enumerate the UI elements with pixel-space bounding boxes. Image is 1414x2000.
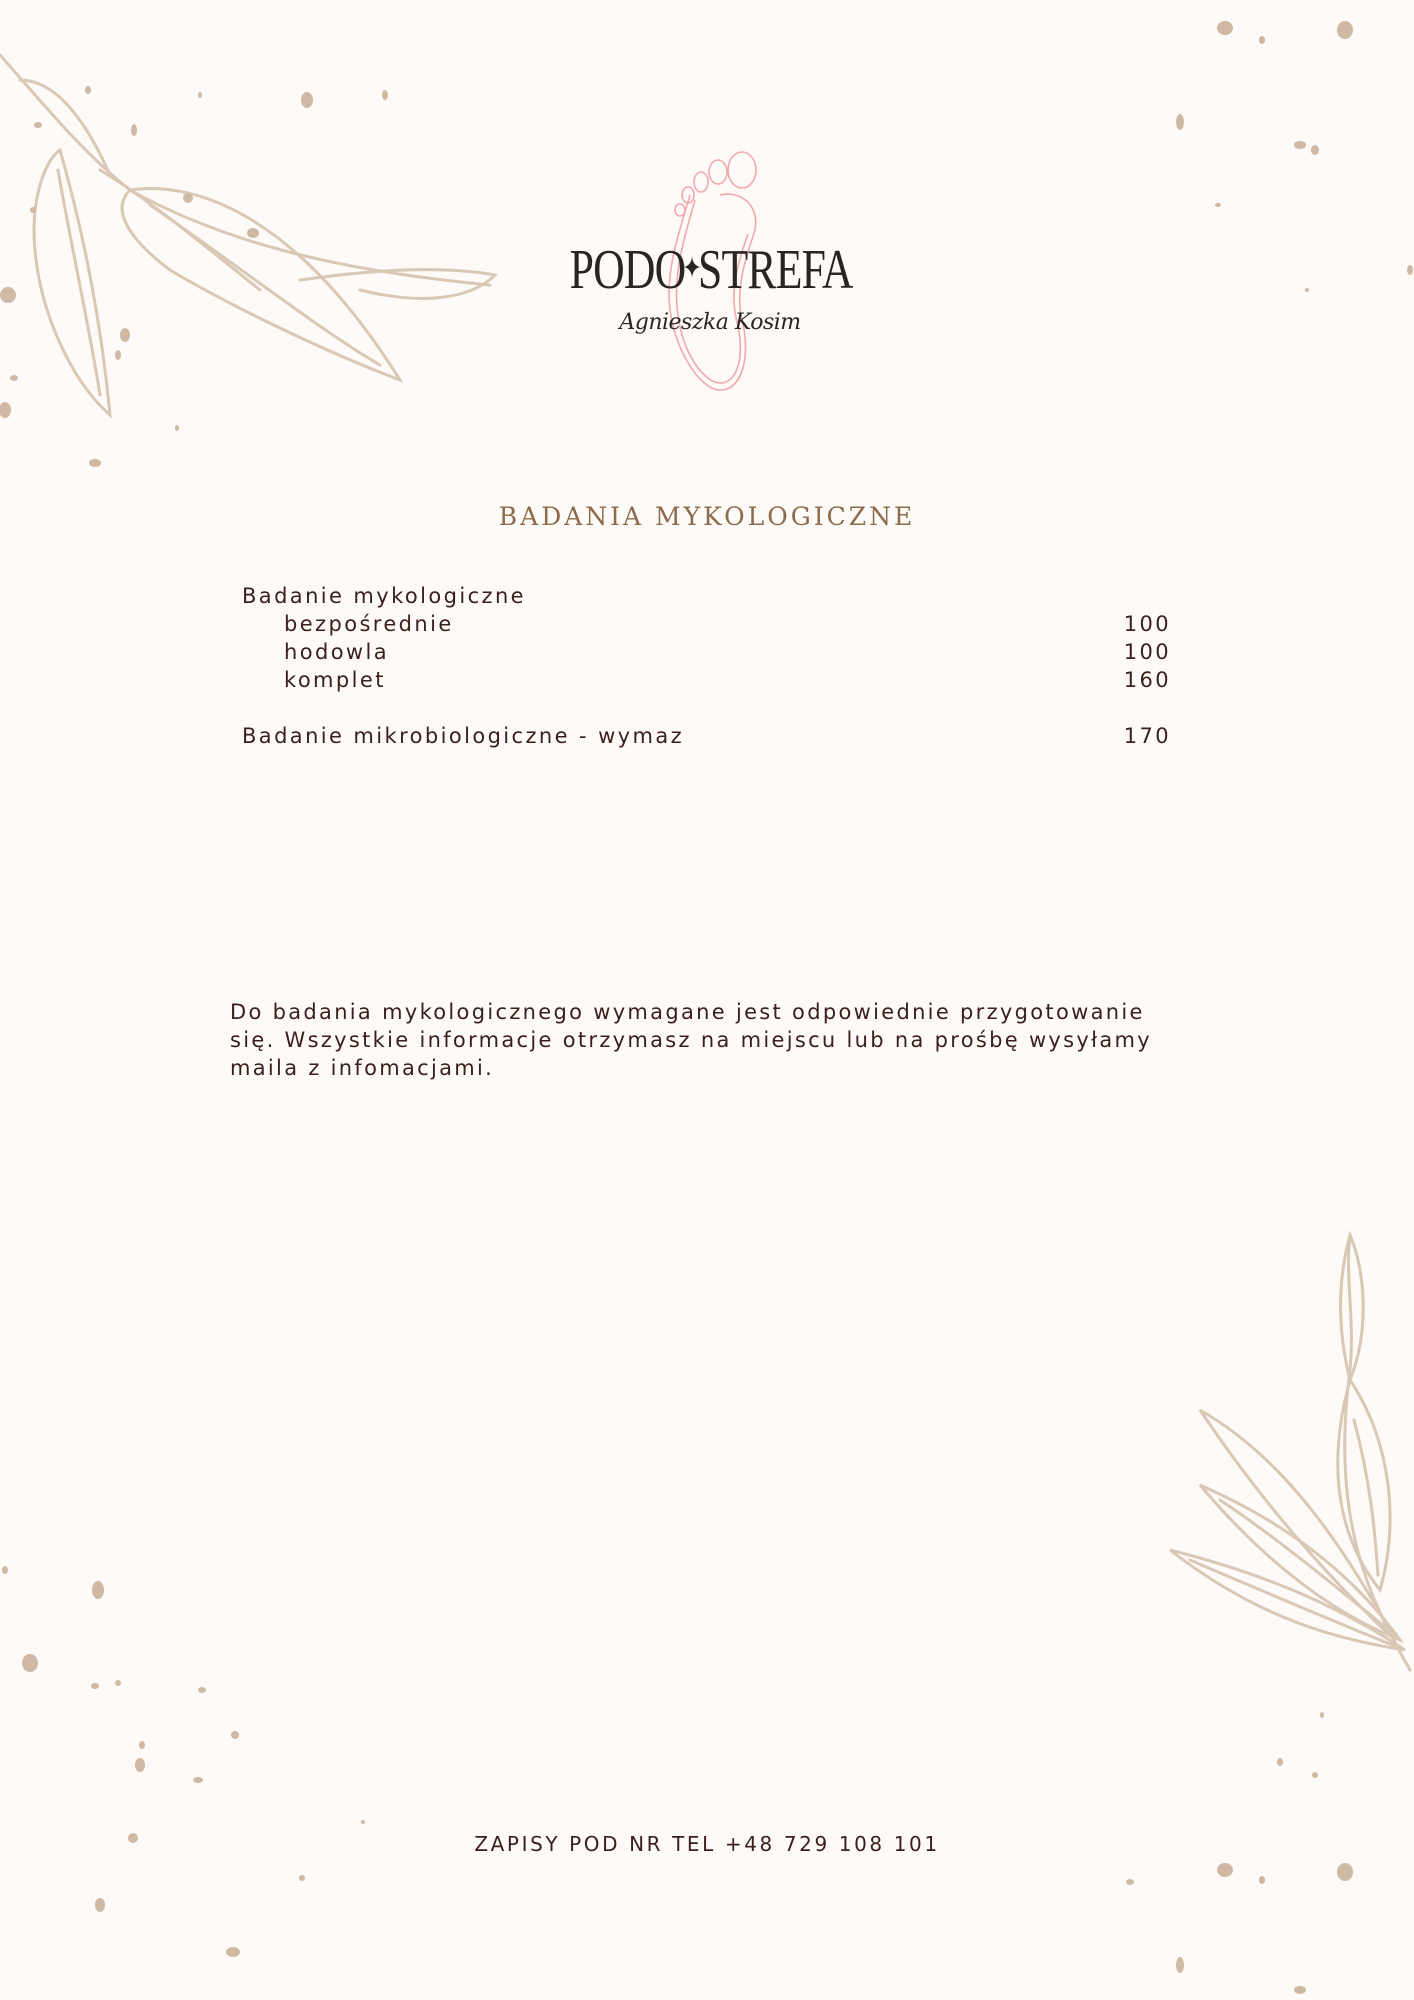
leaf-decoration-top-left-icon — [0, 0, 520, 480]
brand-name-right: STREFA — [697, 239, 853, 301]
price-item-value: 100 — [1123, 612, 1171, 636]
price-group-label: Badanie mykologiczne — [242, 584, 527, 608]
page-title: BADANIA MYKOLOGICZNE — [498, 502, 916, 531]
preparation-note: Do badania mykologicznego wymagane jest odpowiednie przygotowanie się. Wszystkie informacje otrzymasz na miejscu lub na prośbę wysyłamy maila z infomacjami. — [230, 1000, 1153, 1080]
price-item-label: bezpośrednie — [284, 612, 454, 636]
brand-name-left: PODO — [569, 239, 686, 301]
star-icon: ✦ — [682, 252, 702, 285]
brand-name — [570, 238, 851, 302]
price-item-value: 100 — [1123, 640, 1171, 664]
price-item-label: komplet — [284, 668, 386, 692]
price-item-label: hodowla — [284, 640, 390, 664]
price-item-value: 160 — [1123, 668, 1171, 692]
price-extra-label: Badanie mikrobiologiczne - wymaz — [242, 724, 685, 748]
booking-phone-footer: ZAPISY POD NR TEL +48 729 108 101 — [474, 1832, 940, 1856]
leaf-decoration-bottom-right-icon — [1150, 1220, 1414, 1700]
price-extra-value: 170 — [1123, 724, 1171, 748]
brand-signature: Agnieszka Kosim — [619, 310, 801, 335]
brand-logo — [520, 150, 900, 400]
